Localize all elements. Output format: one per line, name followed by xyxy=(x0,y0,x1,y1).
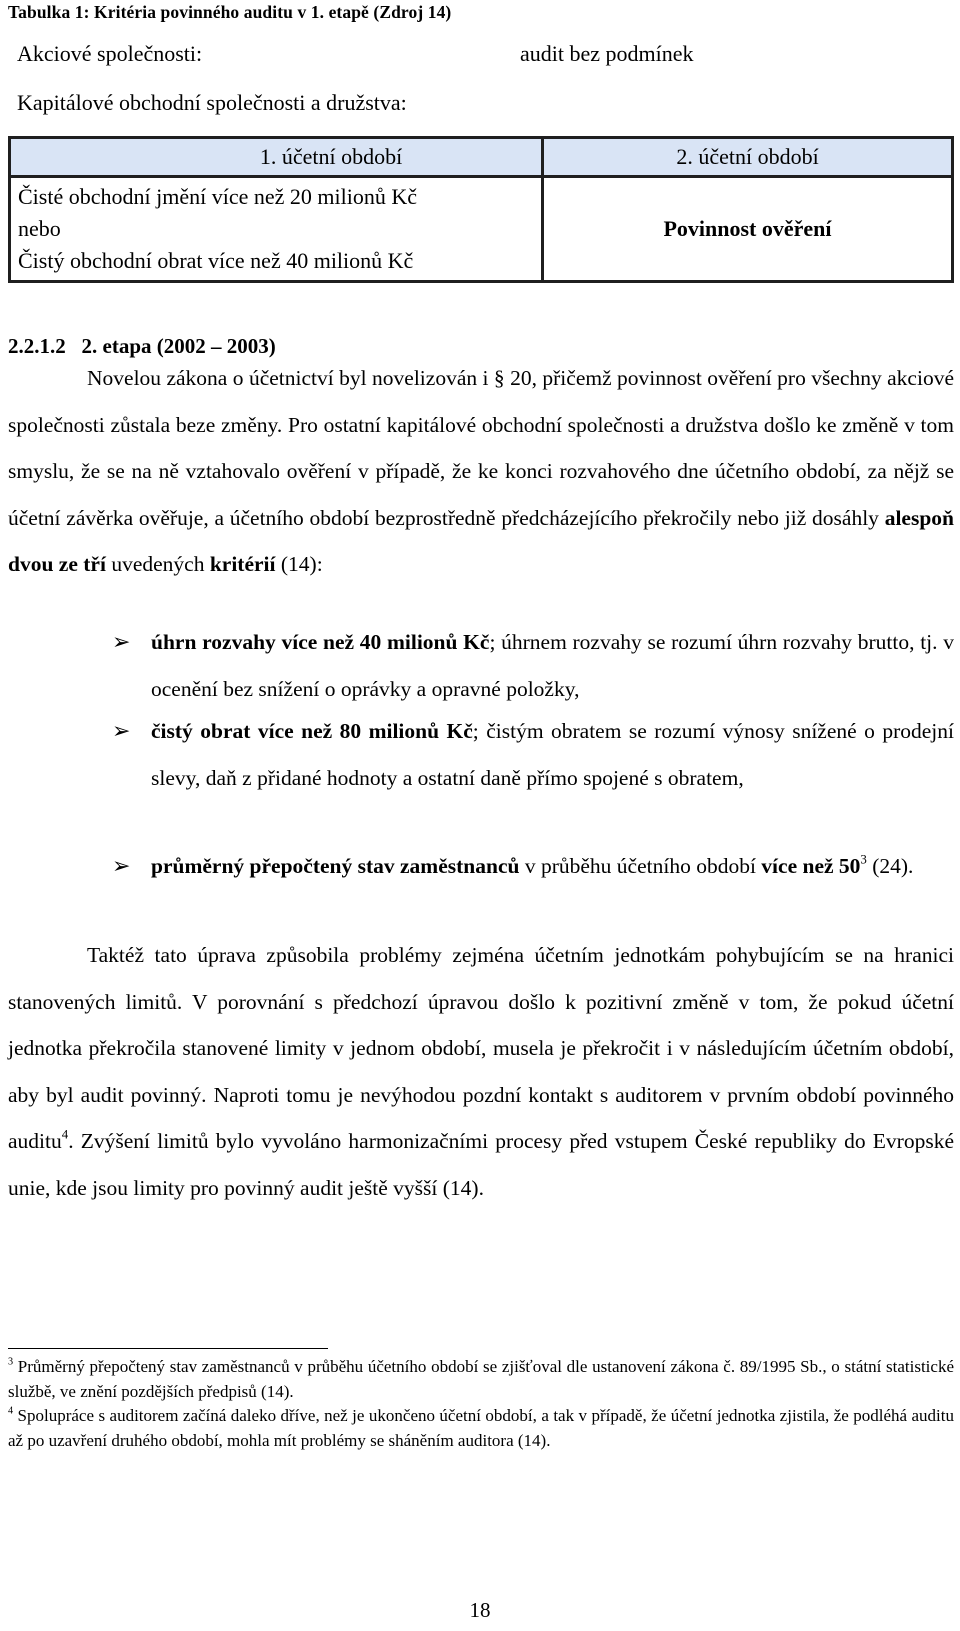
bullet-arrow-icon: ➢ xyxy=(112,853,131,878)
table-header-row xyxy=(10,138,953,177)
bullet-arrow-icon: ➢ xyxy=(112,629,131,654)
bullet-item xyxy=(151,843,954,890)
paragraph-text: Taktéž tato úprava způsobila problémy zejména účetním jednotkám pohybujícím se na hranici stanovených limitů. V porovnání s předchozí úpravou došlo k pozitivní změně v tom, že pokud účetní jednotka překročila stanovené limity v jednom období, musela je překročit i v následujícím účetním období, aby byl audit povinný. Naproti tomu je nevýhodou pozdní kontakt s auditorem v prvním období povinného auditu xyxy=(8,943,954,1153)
paragraph-text: (14): xyxy=(275,552,323,576)
footnote-ref: 4 xyxy=(61,1127,69,1142)
table-header-period-2: 2. účetní období xyxy=(543,138,953,177)
criteria-line: Čistý obchodní obrat více než 40 milionů Kč xyxy=(18,248,414,273)
footnote-separator xyxy=(8,1348,328,1349)
footnote-ref: 3 xyxy=(860,852,867,867)
criteria-line: Čisté obchodní jmění více než 20 milionů Kč xyxy=(18,184,417,209)
table-header-period-1: 1. účetní období xyxy=(10,138,543,177)
footnote-number: 4 xyxy=(8,1405,14,1417)
table-row xyxy=(10,177,953,282)
paragraph-text: . Zvýšení limitů bylo vyvoláno harmonizačními procesy před vstupem České republiky do Evropské unie, kde jsou limity pro povinný audit ještě vyšší (14). xyxy=(8,1129,954,1200)
footnote xyxy=(8,1404,954,1453)
paragraph-2 xyxy=(8,932,954,1211)
bullet-item xyxy=(151,708,954,801)
paragraph-text: uvedených xyxy=(105,552,210,576)
footnote-text: Průměrný přepočtený stav zaměstnanců v průběhu účetního období se zjišťoval dle ustanovení zákona č. 89/1995 Sb., o státní statistické službě, ve znění pozdějších předpisů (14). xyxy=(8,1357,954,1401)
bullet-bold: úhrn rozvahy více než 40 milionů Kč xyxy=(151,630,490,654)
bullet-item xyxy=(151,619,954,712)
criteria-table xyxy=(8,136,954,283)
footnote-number: 3 xyxy=(8,1356,14,1368)
bullet-text: ; čistým obratem se rozumí výnosy snížené o prodejní slevy, daň z přidané hodnoty a ostatní daně přímo spojené s obratem, xyxy=(151,719,954,790)
bullet-text: v průběhu účetního období xyxy=(519,854,762,878)
footnote xyxy=(8,1355,954,1404)
bullet-text: ; úhrnem rozvahy se rozumí úhrn rozvahy brutto, tj. v ocenění bez snížení o oprávky a opravné položky, xyxy=(151,630,954,701)
bullet-arrow-icon: ➢ xyxy=(112,718,131,743)
page-number: 18 xyxy=(469,1598,491,1622)
section-heading: 2.2.1.2 2. etapa (2002 – 2003) xyxy=(8,334,276,358)
table-cell-obligation: Povinnost ověření xyxy=(543,177,953,282)
akciove-value: audit bez podmínek xyxy=(520,41,694,66)
bullet-text: (24). xyxy=(866,854,914,878)
footnote-text: Spolupráce s auditorem začíná daleko dříve, než je ukončeno účetní období, a tak v případě, že účetní jednotka zjistila, že podléhá auditu až po uzavření druhého období, mohla mít problémy se sháněním auditora (14). xyxy=(8,1406,954,1450)
bullet-bold: průměrný přepočtený stav zaměstnanců xyxy=(151,854,520,878)
akciove-label: Akciové společnosti: xyxy=(17,41,203,66)
kapitalove-label: Kapitálové obchodní společnosti a družstva: xyxy=(17,90,407,115)
paragraph-bold: alespoň dvou ze tří xyxy=(8,505,954,576)
bullet-bold: více než 50 xyxy=(761,854,861,878)
bullet-bold: čistý obrat více než 80 milionů Kč xyxy=(151,719,473,743)
paragraph-1 xyxy=(8,355,954,588)
criteria-line: nebo xyxy=(18,216,61,241)
paragraph-bold: kritérií xyxy=(209,552,276,576)
paragraph-text: Novelou zákona o účetnictví byl novelizován i § 20, přičemž povinnost ověření pro všechny akciové společnosti zůstala beze změny. Pro ostatní kapitálové obchodní společnosti a družstva došlo ke změně v tom smyslu, že se na ně vztahovalo ověření v případě, že ke konci rozvahového dne účetního období, za nějž se účetní závěrka ověřuje, a účetního období bezprostředně předcházejícího překročily nebo již dosáhly xyxy=(8,366,954,530)
footnotes xyxy=(8,1355,954,1453)
table-caption: Tabulka 1: Kritéria povinného auditu v 1. etapě (Zdroj 14) xyxy=(8,2,452,22)
table-cell-criteria xyxy=(10,177,543,282)
